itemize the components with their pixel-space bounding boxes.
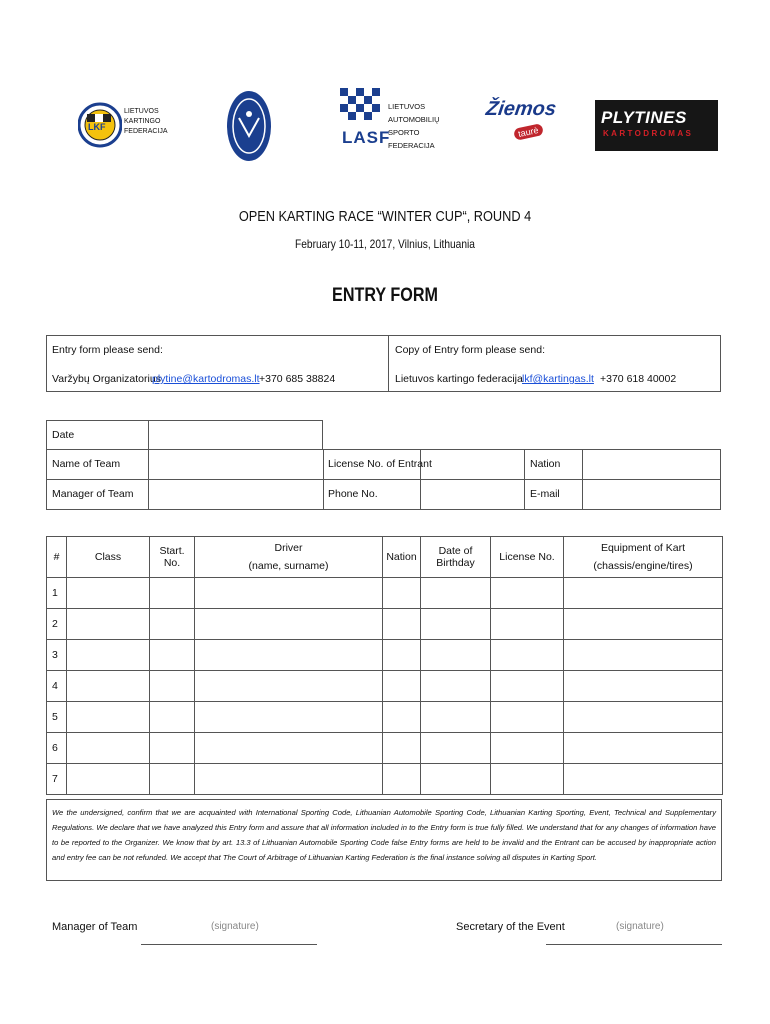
col-start-header: Start. No. [150,537,195,578]
email-label: E-mail [530,488,560,500]
col-class-header: Class [67,537,150,578]
lasf-logo [340,88,450,160]
lasf-text-2: AUTOMOBILIŲ [388,115,440,124]
driver-driver-cell[interactable] [195,733,383,764]
col-driver-header [195,537,383,578]
driver-kart-cell[interactable] [564,578,723,609]
send-left-email[interactable]: plytine@kartodromas.lt [152,373,260,385]
team-name-field[interactable] [149,450,322,478]
driver-row-number: 3 [47,640,67,671]
driver-license-cell[interactable] [491,733,564,764]
manager-signature-hint: (signature) [211,921,259,932]
driver-row [47,733,723,764]
driver-start-cell[interactable] [150,733,195,764]
driver-row-number: 1 [47,578,67,609]
driver-row [47,671,723,702]
lasf-text-4: FEDERACIJA [388,141,435,150]
send-right-email[interactable]: lkf@kartingas.lt [522,373,594,385]
ziemos-sub: taurė [513,123,543,141]
secretary-sign-label: Secretary of the Event [456,921,565,933]
lkf-badge: LKF [88,122,106,132]
team-nation-label: Nation [530,458,561,470]
declaration-text: We the undersigned, confirm that we are acquainted with International Sporting Code, Lithuanian Automobile Sporting Code, Lithuanian Karting Sporting, Event, Technical and Supplementary Regulations. We declare that we have analyzed this Entry form and assure that all information included in to the Entry form is true fully filled. We understand that for any changes of information have to be reported to the Organizer. We know that by art. 13.3 of Lithuanian Automobile Sporting Code false Entry forms are held to be invalid and the Entrant can be accused by inappropriate action and entry fee can be not refunded. We accept that The Court of Arbitrage of Lithuanian Karting Federation is the final instance solving all disputes in Karting Sport. [52,808,716,862]
date-label: Date [52,429,75,441]
driver-row-number: 6 [47,733,67,764]
driver-class-cell[interactable] [67,640,150,671]
secretary-signature-hint: (signature) [616,921,664,932]
driver-dob-cell[interactable] [421,578,491,609]
driver-dob-cell[interactable] [421,764,491,795]
driver-license-cell[interactable] [491,702,564,733]
driver-nation-cell[interactable] [383,764,421,795]
driver-driver-cell[interactable] [195,640,383,671]
phone-field[interactable] [421,480,523,509]
team-table [46,420,721,510]
email-field[interactable] [583,480,720,509]
driver-kart-cell[interactable] [564,733,723,764]
team-name-label: Name of Team [52,458,121,470]
lkf-text-1: LIETUVOS [124,108,159,115]
emblem-logo [225,88,273,164]
driver-class-cell[interactable] [67,609,150,640]
plytines-sub: KARTODROMAS [603,129,694,138]
driver-nation-cell[interactable] [383,640,421,671]
race-subtitle: February 10-11, 2017, Vilnius, Lithuania [295,237,475,251]
driver-class-cell[interactable] [67,764,150,795]
ziemos-logo [484,98,558,156]
driver-nation-cell[interactable] [383,702,421,733]
driver-license-cell[interactable] [491,609,564,640]
driver-driver-cell[interactable] [195,578,383,609]
manager-sign-label: Manager of Team [52,921,138,933]
driver-start-cell[interactable] [150,764,195,795]
driver-header-line1: Driver [274,542,303,554]
manager-field[interactable] [149,480,322,509]
driver-start-cell[interactable] [150,671,195,702]
driver-dob-cell[interactable] [421,671,491,702]
driver-row [47,764,723,795]
drivers-table [46,536,723,795]
driver-row-number: 4 [47,671,67,702]
lkf-text-2: KARTINGO [124,118,161,125]
driver-license-cell[interactable] [491,578,564,609]
col-dob-header: Date of Birthday [421,537,491,578]
driver-nation-cell[interactable] [383,733,421,764]
lasf-text-1: LIETUVOS [388,102,426,111]
send-left-org: Varžybų Organizatorius [52,373,161,385]
send-right-org: Lietuvos kartingo federacija [395,373,523,385]
driver-dob-cell[interactable] [421,733,491,764]
driver-kart-cell[interactable] [564,640,723,671]
driver-nation-cell[interactable] [383,609,421,640]
date-field[interactable] [149,421,322,449]
license-entrant-label: License No. of Entrant [328,458,432,470]
driver-header-line2: (name, surname) [248,560,329,572]
kart-header-line2: (chassis/engine/tires) [593,560,693,572]
driver-license-cell[interactable] [491,671,564,702]
plytines-logo [595,100,718,151]
driver-driver-cell[interactable] [195,764,383,795]
driver-row [47,702,723,733]
driver-row-number: 2 [47,609,67,640]
col-num-header: # [47,537,67,578]
driver-dob-cell[interactable] [421,640,491,671]
send-right-phone: +370 618 40002 [600,373,677,385]
phone-label: Phone No. [328,488,378,500]
driver-class-cell[interactable] [67,671,150,702]
declaration-box [46,799,722,881]
send-left-label: Entry form please send: [52,344,163,356]
secretary-signature-line[interactable] [546,944,722,945]
ziemos-word: Žiemos [484,98,558,120]
driver-nation-cell[interactable] [383,578,421,609]
driver-nation-cell[interactable] [383,671,421,702]
lkf-text-3: FEDERACIJA [124,128,168,135]
driver-row-number: 5 [47,702,67,733]
lasf-text-3: SPORTO [388,128,420,137]
driver-driver-cell[interactable] [195,702,383,733]
manager-label: Manager of Team [52,488,134,500]
driver-driver-cell[interactable] [195,671,383,702]
col-nation-header: Nation [383,537,421,578]
driver-start-cell[interactable] [150,609,195,640]
driver-start-cell[interactable] [150,640,195,671]
form-title: ENTRY FORM [332,285,438,306]
driver-class-cell[interactable] [67,733,150,764]
driver-class-cell[interactable] [67,578,150,609]
manager-signature-line[interactable] [141,944,317,945]
driver-dob-cell[interactable] [421,609,491,640]
lkf-logo [78,92,168,158]
driver-kart-cell[interactable] [564,609,723,640]
license-entrant-field[interactable] [421,450,523,478]
driver-row [47,578,723,609]
driver-driver-cell[interactable] [195,609,383,640]
drivers-header-row [47,537,723,578]
driver-start-cell[interactable] [150,578,195,609]
driver-kart-cell[interactable] [564,671,723,702]
race-title: OPEN KARTING RACE “WINTER CUP“, ROUND 4 [238,208,532,225]
col-license-header: License No. [491,537,564,578]
plytines-word: PLYTINES [601,108,687,127]
driver-dob-cell[interactable] [421,702,491,733]
send-left-phone: +370 685 38824 [259,373,336,385]
driver-row-number: 7 [47,764,67,795]
driver-license-cell[interactable] [491,640,564,671]
kart-header-line1: Equipment of Kart [600,542,686,554]
driver-class-cell[interactable] [67,702,150,733]
send-right-label: Copy of Entry form please send: [395,344,545,356]
send-block [46,335,721,392]
driver-kart-cell[interactable] [564,702,723,733]
driver-start-cell[interactable] [150,702,195,733]
col-kart-header [564,537,723,578]
driver-kart-cell[interactable] [564,764,723,795]
lasf-badge: LASF [342,128,391,147]
driver-license-cell[interactable] [491,764,564,795]
driver-row [47,609,723,640]
team-nation-field[interactable] [583,450,720,478]
driver-row [47,640,723,671]
